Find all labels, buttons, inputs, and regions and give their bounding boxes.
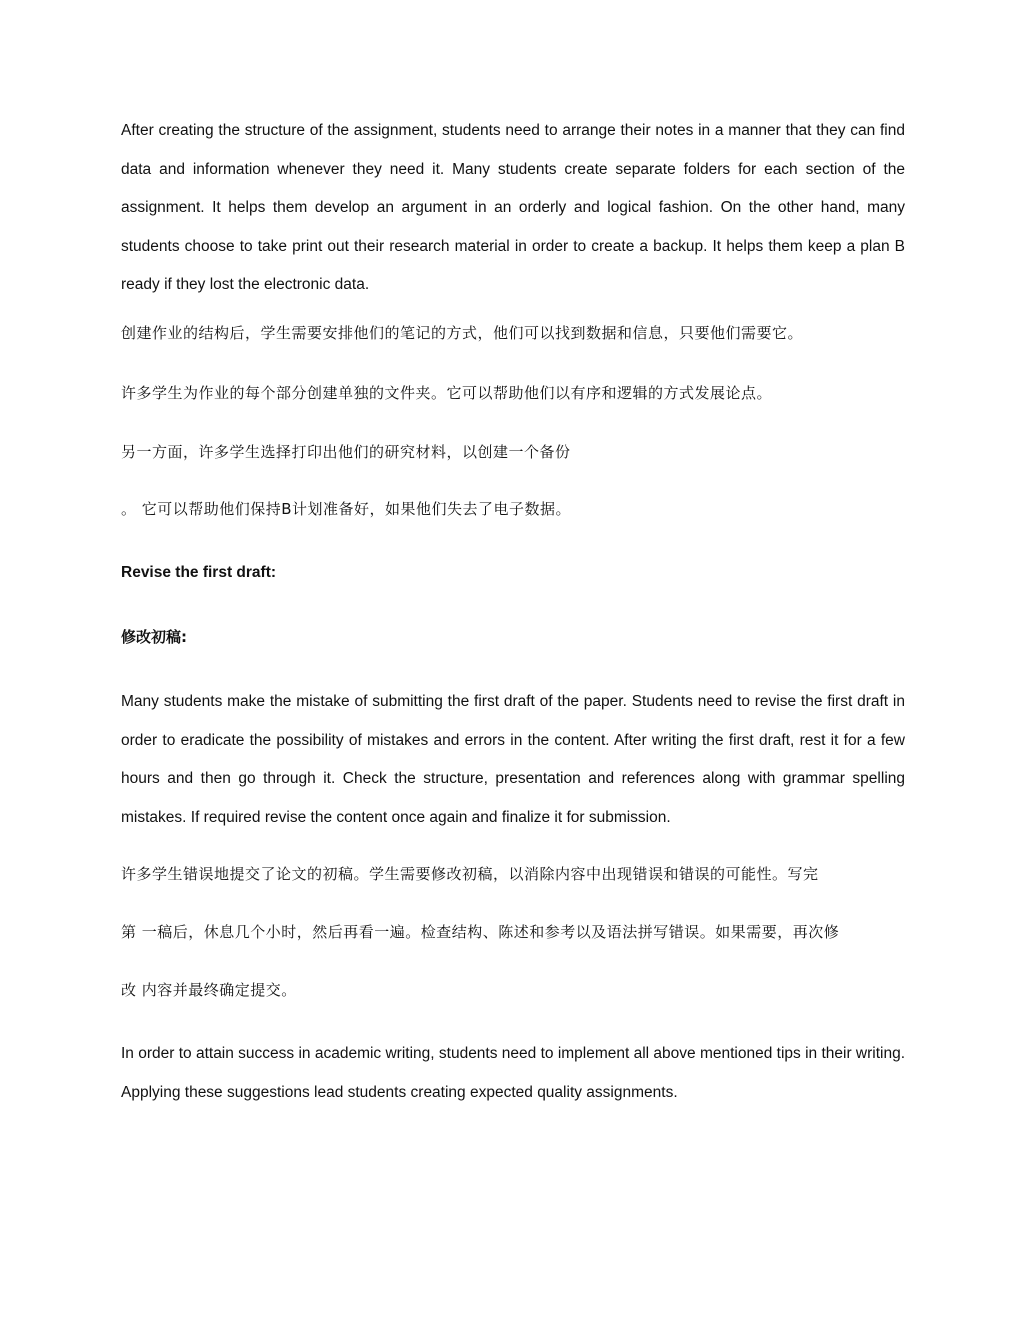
zh-paragraph-line-6: 第 一稿后，休息几个小时，然后再看一遍。检查结构、陈述和参考以及语法拼写错误。如果需要，再次修 xyxy=(121,923,840,941)
zh-paragraph-line-2: 许多学生为作业的每个部分创建单独的文件夹。它可以帮助他们以有序和逻辑的方式发展论点。 xyxy=(121,384,773,402)
zh-paragraph-line-3: 另一方面，许多学生选择打印出他们的研究材料，以创建一个备份 xyxy=(121,443,571,461)
zh-paragraph-line-7: 改 内容并最终确定提交。 xyxy=(121,981,297,999)
paragraph-conclusion: In order to attain success in academic writing, students need to implement all above mentioned tips in their writing. Applying these suggestions lead students creating expected quality assignments. xyxy=(121,1045,906,1101)
paragraph-organize-notes: After creating the structure of the assignment, students need to arrange their notes in a manner that they can find data and information whenever they need it. Many students create separate folders for each section of the assignment. It helps them develop an argument in an orderly and logical fashion. On the other hand, many students choose to take print out their research material in order to create a backup. It helps them keep a plan B ready if they lost the electronic data. xyxy=(121,122,905,293)
section-heading-en: Revise the first draft: xyxy=(121,564,277,581)
zh-paragraph-line-5: 许多学生错误地提交了论文的初稿。学生需要修改初稿，以消除内容中出现错误和错误的可能性。写完 xyxy=(121,865,819,883)
section-heading-zh: 修改初稿: xyxy=(121,628,187,646)
paragraph-revise-draft: Many students make the mistake of submitting the first draft of the paper. Students need to revise the first draft in order to eradicate the possibility of mistakes and errors in the content. After writing the first draft, rest it for a few hours and then go through it. Check the structure, presentation and references along with grammar spelling mistakes. If required revise the content once again and finalize it for submission. xyxy=(121,693,905,826)
zh-paragraph-line-4: 。 它可以帮助他们保持B计划准备好，如果他们失去了电子数据。 xyxy=(121,500,572,518)
zh-paragraph-line-1: 创建作业的结构后，学生需要安排他们的笔记的方式，他们可以找到数据和信息，只要他们需要它。 xyxy=(121,324,804,342)
